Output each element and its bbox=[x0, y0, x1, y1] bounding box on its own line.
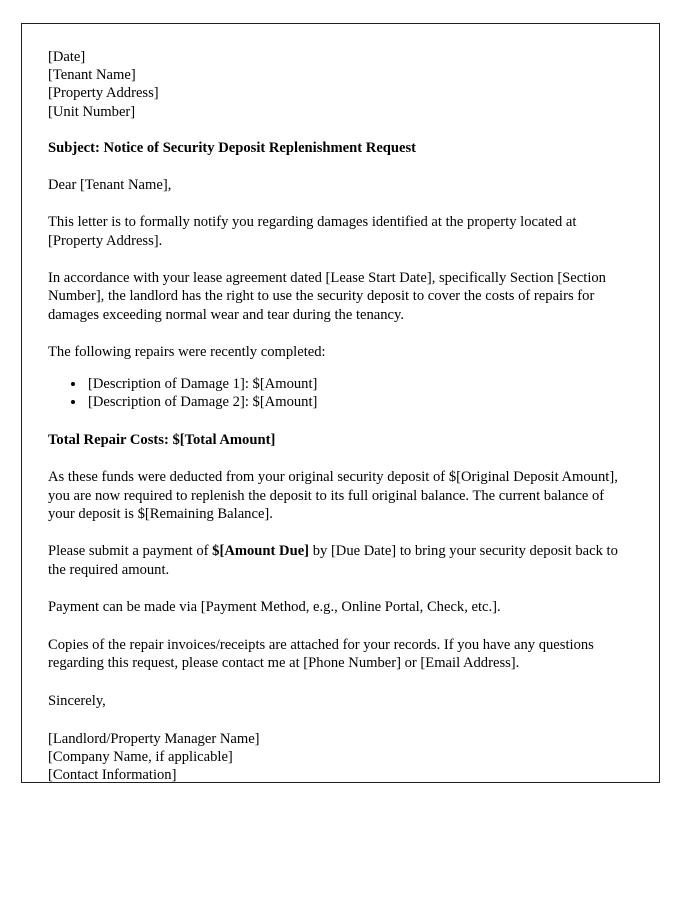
list-item: • [Description of Damage 2]: $[Amount] bbox=[86, 393, 633, 412]
letter-page-border bbox=[21, 23, 660, 783]
paragraph-payment-method: Payment can be made via [Payment Method, e.g., Online Portal, Check, etc.]. bbox=[48, 599, 501, 616]
payment-request-text-after: by [Due Date] to bring your security deposit back to the required amount. bbox=[48, 543, 618, 578]
signature-line-contact-info: [Contact Information] bbox=[48, 767, 177, 784]
paragraph-deposit-deduction: As these funds were deducted from your original security deposit of $[Original Deposit Amount], you are now required to replenish the deposit to its full original balance. The current balance of your deposit is $[Remaining Balance]. bbox=[48, 469, 618, 523]
list-item: • [Description of Damage 1]: $[Amount] bbox=[86, 375, 633, 394]
letter-body bbox=[22, 24, 659, 784]
paragraph-payment-request bbox=[48, 542, 632, 579]
paragraph-intro: This letter is to formally notify you regarding damages identified at the property located at [Property Address]. bbox=[48, 214, 577, 249]
signature-block bbox=[48, 730, 633, 785]
signature-line-company-name: [Company Name, if applicable] bbox=[48, 748, 233, 765]
paragraph-lease-clause: In accordance with your lease agreement dated [Lease Start Date], specifically Section [Section Number], the landlord has the right to use the security deposit to cover the costs of repairs for damages exceeding normal wear and tear during the tenancy. bbox=[48, 270, 606, 323]
address-line-date: [Date] bbox=[48, 49, 86, 65]
subject-line: Subject: Notice of Security Deposit Replenishment Request bbox=[48, 139, 417, 156]
address-line-property-address: [Property Address] bbox=[48, 85, 159, 102]
signature-line-manager-name: [Landlord/Property Manager Name] bbox=[48, 730, 260, 747]
paragraph-repairs-lead-in: The following repairs were recently completed: bbox=[48, 344, 326, 361]
payment-request-text-before: Please submit a payment of bbox=[48, 543, 213, 560]
address-line-tenant-name: [Tenant Name] bbox=[48, 67, 136, 84]
salutation: Dear [Tenant Name], bbox=[48, 177, 172, 194]
recipient-address-block bbox=[48, 48, 633, 121]
total-repair-costs: Total Repair Costs: $[Total Amount] bbox=[48, 431, 276, 448]
paragraph-invoices-contact: Copies of the repair invoices/receipts are attached for your records. If you have any questions regarding this request, please contact me at [Phone Number] or [Email Address]. bbox=[48, 636, 594, 672]
damage-list bbox=[48, 375, 633, 412]
amount-due-emphasis: $[Amount Due] bbox=[212, 543, 310, 560]
closing-salutation: Sincerely, bbox=[48, 692, 106, 709]
address-line-unit-number: [Unit Number] bbox=[48, 103, 136, 120]
